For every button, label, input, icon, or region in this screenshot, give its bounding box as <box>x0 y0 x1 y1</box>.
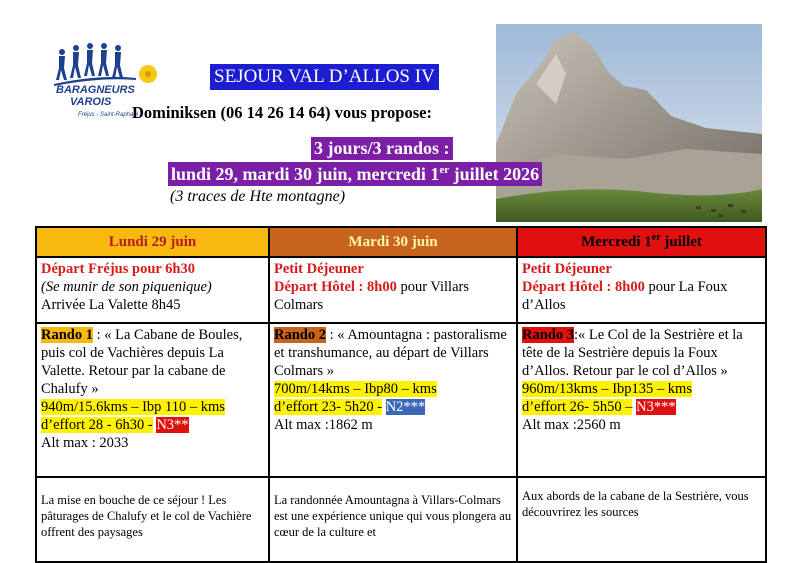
day-header: Mardi 30 juin <box>269 227 517 257</box>
rando-cell: Rando 3:« Le Col de la Sestrière et la tête de la Sestrière depuis la Foux d’Allos. Retour par le col d’Allos » 960m/13kms – Ibp135 – kms d’effort 26- 5h50 – N3*** Alt max :2560 m <box>517 323 766 477</box>
depart-cell: Petit Déjeuner Départ Hôtel : 8h00 pour Villars Colmars <box>269 257 517 323</box>
rando-label: Rando 3 <box>522 327 574 343</box>
logo-tagline: Fréjus - Saint-Raphaël <box>78 112 139 118</box>
logo-brand: BARAGNEURS VAROIS <box>56 84 135 108</box>
organizer-proposal: Dominiksen (06 14 26 14 64) vous propose: <box>132 103 432 122</box>
description-cell: Aux abords de la cabane de la Sestrière, vous découvrirez les sources <box>517 477 766 562</box>
mountain-landscape-photo <box>496 24 762 222</box>
description-cell: La mise en bouche de ce séjour ! Les pâturages de Chalufy et le col de Vachière offrent des paysages <box>36 477 269 562</box>
traces-note: (3 traces de Hte montagne) <box>170 188 346 205</box>
rando-cell: Rando 1 : « La Cabane de Boules, puis col de Vachières depuis La Valette. Retour par la cabane de Chalufy » 940m/15.6kms – Ibp 110 – kms d’effort 28 - 6h30 - N3** Alt max : 2033 <box>36 323 269 477</box>
rando-label: Rando 2 <box>274 327 326 343</box>
depart-cell: Départ Fréjus pour 6h30 (Se munir de son piquenique) Arrivée La Valette 8h45 <box>36 257 269 323</box>
description-cell: La randonnée Amountagna à Villars-Colmars est une expérience unique qui vous plongera au cœur de la culture et <box>269 477 517 562</box>
table-header-row <box>36 227 766 257</box>
program-table <box>35 226 767 563</box>
day-header: Mercredi 1er juillet <box>517 227 766 257</box>
level-badge: N2*** <box>385 399 426 415</box>
days-summary: 3 jours/3 randos : <box>311 137 453 160</box>
depart-cell: Petit Déjeuner Départ Hôtel : 8h00 pour La Foux d’Allos <box>517 257 766 323</box>
level-badge: N3*** <box>636 399 676 415</box>
table-row <box>36 323 766 477</box>
page-title: SEJOUR VAL D’ALLOS IV <box>210 64 439 90</box>
rando-label: Rando 1 <box>41 327 93 343</box>
rando-cell: Rando 2 : « Amountagna : pastoralisme et transhumance, au départ de Villars Colmars » 700m/14kms – Ibp80 – kms d’effort 23- 5h20 - N2*** Alt max :1862 m <box>269 323 517 477</box>
level-badge: N3** <box>156 417 189 433</box>
table-row <box>36 477 766 562</box>
dates-summary: lundi 29, mardi 30 juin, mercredi 1er juillet 2026 <box>168 162 542 186</box>
day-header: Lundi 29 juin <box>36 227 269 257</box>
table-row <box>36 257 766 323</box>
